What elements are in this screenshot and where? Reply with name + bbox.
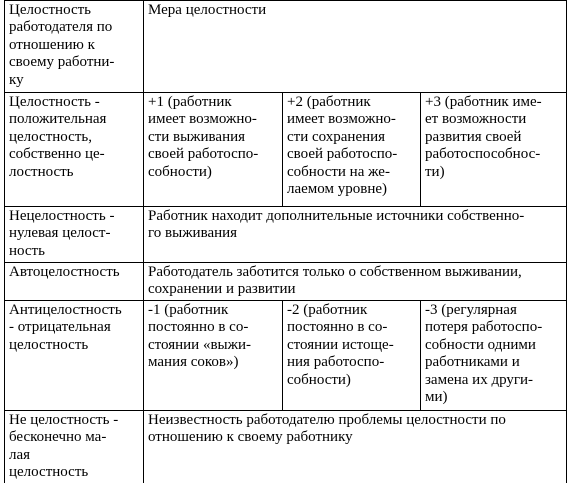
merged-auto-text: Работодатель заботится только о собственном выживании, сохранении и развитии	[148, 264, 522, 298]
row-label-auto: Автоцелостность	[9, 264, 120, 280]
table-row-positive	[5, 93, 567, 207]
header-cell-measure	[144, 1, 567, 93]
integrity-table	[4, 0, 567, 483]
row-label-cell	[5, 263, 144, 301]
value-minus1-text: -1 (работник постоянно в со- стоянии «выжи- мания соков»)	[148, 302, 252, 371]
table-row-auto	[5, 263, 567, 301]
row-label-positive: Целостность - положительная целостность, собственно це- лостность	[9, 94, 107, 180]
value-minus2-text: -2 (работник постоянно в со- стоянии истоще- ния работоспо- собности)	[287, 302, 394, 388]
value-plus3-text: +3 (работник име- ет возможности развития своей работоспособнос- ти)	[425, 94, 542, 180]
row-label-cell	[5, 93, 144, 207]
value-cell-plus3	[421, 93, 567, 207]
value-cell-plus1	[144, 93, 283, 207]
merged-cell-infinitesimal	[144, 411, 567, 483]
value-cell-minus3	[421, 301, 567, 411]
row-label-zero: Нецелостность - нулевая целост- ность	[9, 208, 115, 259]
header-attitude-text: Целостность работодателя по отношению к своему работни- ку	[9, 2, 115, 88]
row-label-negative: Антицелостность - отрицательная целостность	[9, 302, 122, 353]
header-cell-attitude	[5, 1, 144, 93]
merged-infinitesimal-text: Неизвестность работодателю проблемы целостности по отношению к своему работнику	[148, 412, 506, 446]
header-measure-text: Мера целостности	[148, 2, 267, 18]
row-label-cell	[5, 411, 144, 483]
row-label-infinitesimal: Не целостность - бесконечно ма- лая целостность	[9, 412, 119, 481]
row-label-cell	[5, 207, 144, 263]
table-row-negative	[5, 301, 567, 411]
row-label-cell	[5, 301, 144, 411]
merged-cell-auto	[144, 263, 567, 301]
value-cell-plus2	[283, 93, 421, 207]
table-row-zero	[5, 207, 567, 263]
value-plus1-text: +1 (работник имеет возможно- сти выживания своей работоспо- собности)	[148, 94, 259, 180]
merged-cell-zero	[144, 207, 567, 263]
table-row-infinitesimal	[5, 411, 567, 483]
value-cell-minus2	[283, 301, 421, 411]
merged-zero-text: Работник находит дополнительные источники собственно- го выживания	[148, 208, 525, 242]
value-minus3-text: -3 (регулярная потеря работоспо- собности одними работниками и замена их други- ми)	[425, 302, 543, 406]
value-plus2-text: +2 (работник имеет возможно- сти сохранения своей работоспо- собности на же- лаемом уровне)	[287, 94, 398, 198]
value-cell-minus1	[144, 301, 283, 411]
table-header-row	[5, 1, 567, 93]
